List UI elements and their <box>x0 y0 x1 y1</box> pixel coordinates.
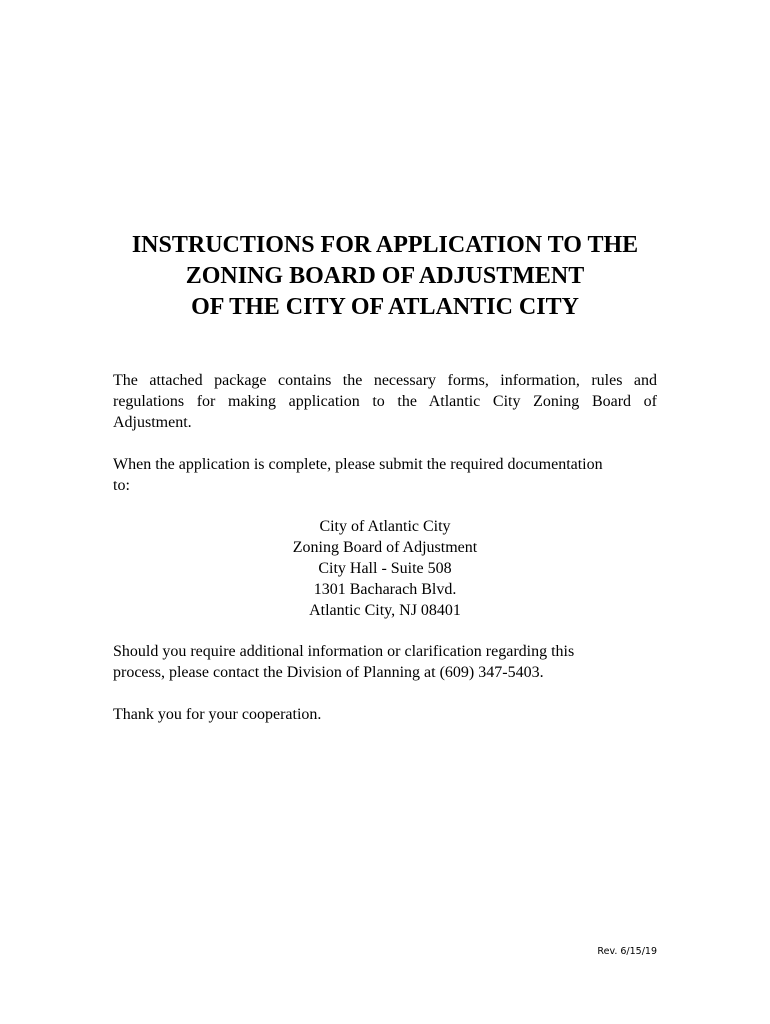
submit-line: When the application is complete, please submit the required documentation <box>113 456 603 473</box>
title-line: ZONING BOARD OF ADJUSTMENT <box>185 263 585 289</box>
mailing-address <box>113 516 657 621</box>
thanks-paragraph: Thank you for your cooperation. <box>113 706 322 723</box>
intro-line: regulations for making application to the Atlantic City Zoning Board of <box>113 393 657 410</box>
address-line: Zoning Board of Adjustment <box>292 539 478 556</box>
contact-line: process, please contact the Division of Planning at (609) 347-5403. <box>113 664 544 681</box>
intro-paragraph <box>113 370 657 433</box>
title-line: OF THE CITY OF ATLANTIC CITY <box>191 294 579 320</box>
submit-paragraph <box>113 454 657 496</box>
contact-line: Should you require additional information or clarification regarding this <box>113 643 575 660</box>
title-line: INSTRUCTIONS FOR APPLICATION TO THE <box>131 232 639 258</box>
address-line: Atlantic City, NJ 08401 <box>309 602 461 619</box>
submit-line: to: <box>113 477 130 494</box>
address-line: City Hall - Suite 508 <box>318 560 452 577</box>
address-line: 1301 Bacharach Blvd. <box>313 581 457 598</box>
contact-paragraph <box>113 641 657 683</box>
document-title <box>100 230 670 323</box>
address-line: City of Atlantic City <box>319 518 451 535</box>
revision-date: Rev. 6/15/19 <box>597 946 657 957</box>
intro-line: The attached package contains the necessary forms, information, rules and <box>113 372 657 389</box>
intro-line: Adjustment. <box>113 414 192 431</box>
